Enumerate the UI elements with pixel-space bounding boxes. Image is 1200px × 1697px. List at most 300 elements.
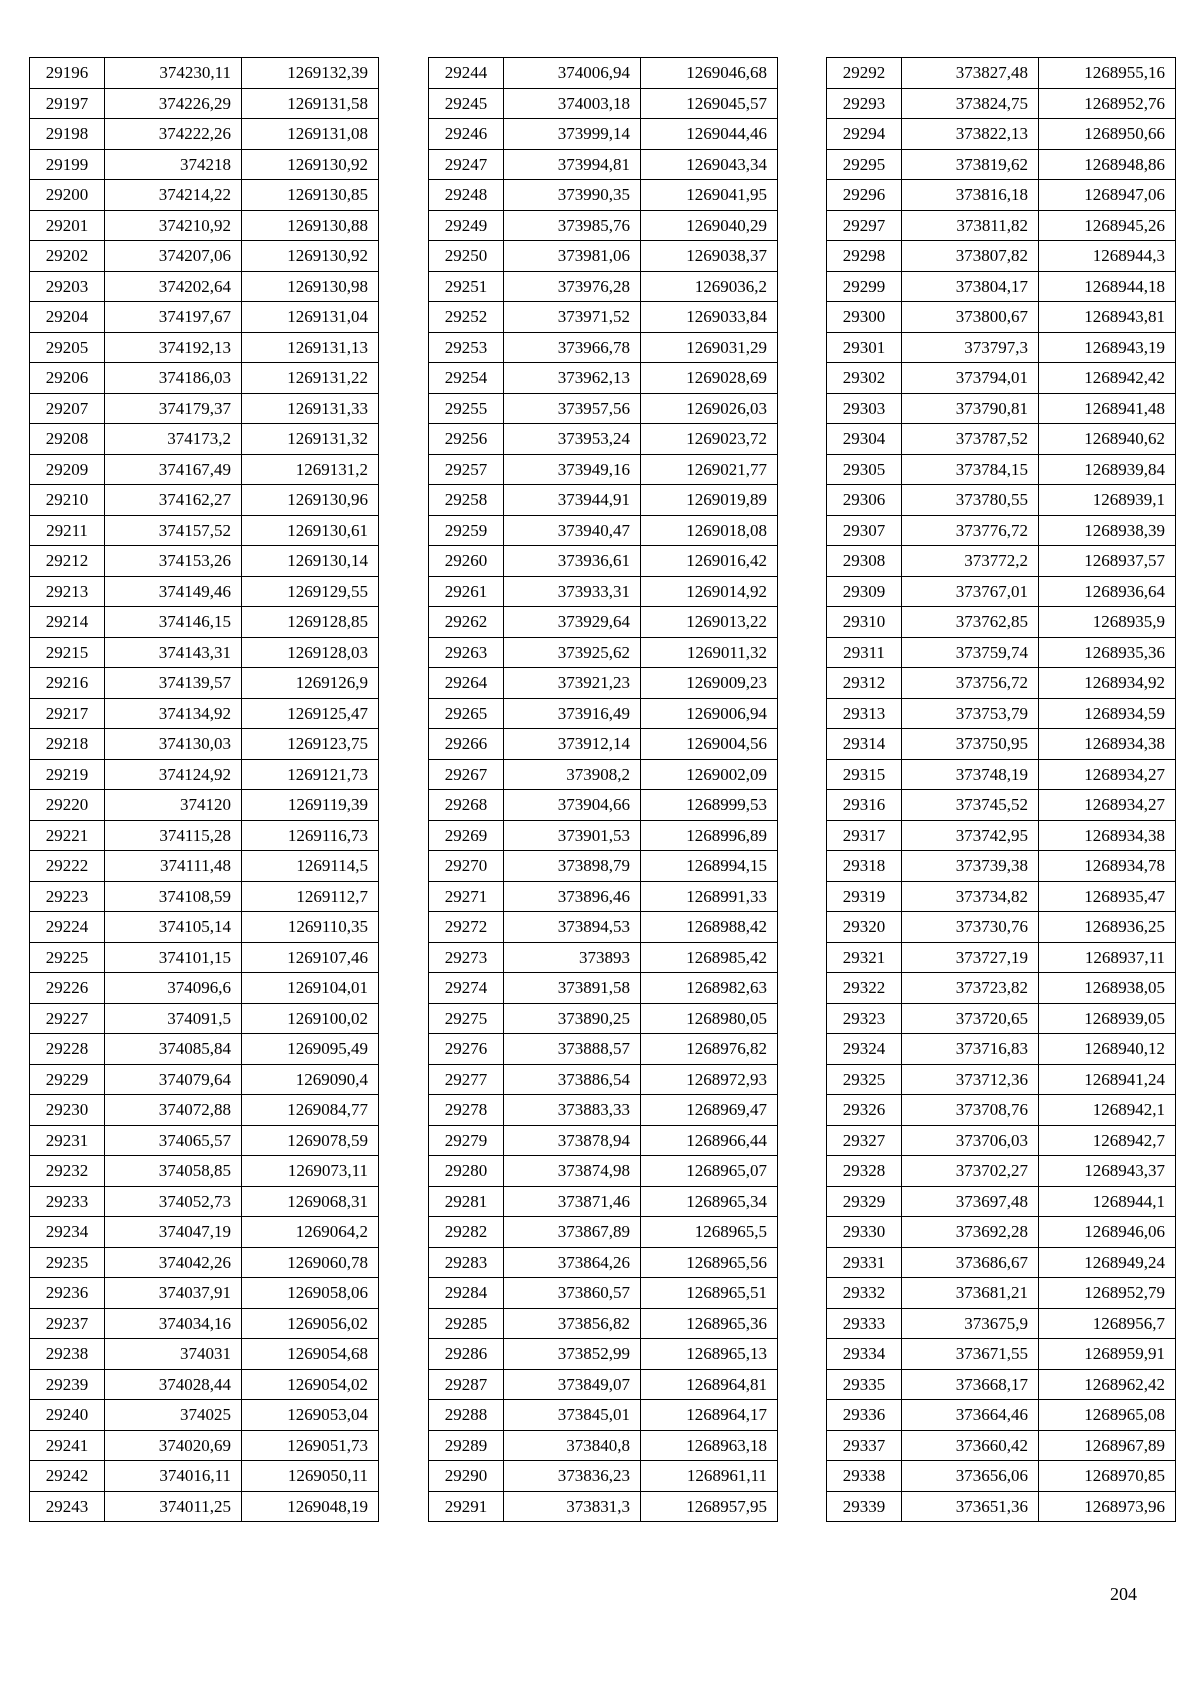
y-coordinate-cell: 1269056,02 xyxy=(242,1308,379,1339)
point-number-cell: 29241 xyxy=(30,1430,105,1461)
x-coordinate-cell: 373651,36 xyxy=(902,1491,1039,1522)
point-number-cell: 29205 xyxy=(30,332,105,363)
table-row xyxy=(827,820,1176,851)
y-coordinate-cell: 1269014,92 xyxy=(641,576,778,607)
table-row xyxy=(429,1491,778,1522)
point-number-cell: 29234 xyxy=(30,1217,105,1248)
table-row xyxy=(30,1430,379,1461)
y-coordinate-cell: 1268966,44 xyxy=(641,1125,778,1156)
point-number-cell: 29246 xyxy=(429,119,504,150)
table-row xyxy=(827,119,1176,150)
point-number-cell: 29277 xyxy=(429,1064,504,1095)
y-coordinate-cell: 1269019,89 xyxy=(641,485,778,516)
y-coordinate-cell: 1269131,13 xyxy=(242,332,379,363)
y-coordinate-cell: 1269132,39 xyxy=(242,58,379,89)
x-coordinate-cell: 374105,14 xyxy=(105,912,242,943)
table-row xyxy=(30,1003,379,1034)
x-coordinate-cell: 373871,46 xyxy=(504,1186,641,1217)
table-row xyxy=(30,332,379,363)
table-row xyxy=(429,1278,778,1309)
y-coordinate-cell: 1269100,02 xyxy=(242,1003,379,1034)
y-coordinate-cell: 1268943,81 xyxy=(1039,302,1176,333)
table-row xyxy=(30,241,379,272)
y-coordinate-cell: 1268934,92 xyxy=(1039,668,1176,699)
y-coordinate-cell: 1269130,88 xyxy=(242,210,379,241)
table-row xyxy=(827,1186,1176,1217)
y-coordinate-cell: 1268934,59 xyxy=(1039,698,1176,729)
x-coordinate-cell: 374146,15 xyxy=(105,607,242,638)
point-number-cell: 29212 xyxy=(30,546,105,577)
x-coordinate-cell: 374025 xyxy=(105,1400,242,1431)
x-coordinate-cell: 374108,59 xyxy=(105,881,242,912)
point-number-cell: 29247 xyxy=(429,149,504,180)
x-coordinate-cell: 373787,52 xyxy=(902,424,1039,455)
point-number-cell: 29231 xyxy=(30,1125,105,1156)
x-coordinate-cell: 373864,26 xyxy=(504,1247,641,1278)
point-number-cell: 29262 xyxy=(429,607,504,638)
x-coordinate-cell: 373840,8 xyxy=(504,1430,641,1461)
table-row xyxy=(827,1461,1176,1492)
x-coordinate-cell: 374139,57 xyxy=(105,668,242,699)
point-number-cell: 29275 xyxy=(429,1003,504,1034)
point-number-cell: 29313 xyxy=(827,698,902,729)
point-number-cell: 29337 xyxy=(827,1430,902,1461)
table-row xyxy=(30,88,379,119)
y-coordinate-cell: 1269038,37 xyxy=(641,241,778,272)
x-coordinate-cell: 374028,44 xyxy=(105,1369,242,1400)
y-coordinate-cell: 1269051,73 xyxy=(242,1430,379,1461)
y-coordinate-cell: 1269011,32 xyxy=(641,637,778,668)
table-row xyxy=(429,1339,778,1370)
x-coordinate-cell: 373675,9 xyxy=(902,1308,1039,1339)
x-coordinate-cell: 373681,21 xyxy=(902,1278,1039,1309)
table-row xyxy=(429,1217,778,1248)
x-coordinate-cell: 374218 xyxy=(105,149,242,180)
y-coordinate-cell: 1269131,2 xyxy=(242,454,379,485)
point-number-cell: 29265 xyxy=(429,698,504,729)
table-row xyxy=(429,149,778,180)
point-number-cell: 29298 xyxy=(827,241,902,272)
point-number-cell: 29207 xyxy=(30,393,105,424)
y-coordinate-cell: 1268934,38 xyxy=(1039,820,1176,851)
point-number-cell: 29325 xyxy=(827,1064,902,1095)
y-coordinate-cell: 1268935,47 xyxy=(1039,881,1176,912)
x-coordinate-cell: 373999,14 xyxy=(504,119,641,150)
point-number-cell: 29228 xyxy=(30,1034,105,1065)
table-row xyxy=(429,759,778,790)
table-row xyxy=(827,271,1176,302)
x-coordinate-cell: 373776,72 xyxy=(902,515,1039,546)
point-number-cell: 29309 xyxy=(827,576,902,607)
x-coordinate-cell: 373904,66 xyxy=(504,790,641,821)
point-number-cell: 29308 xyxy=(827,546,902,577)
point-number-cell: 29301 xyxy=(827,332,902,363)
table-row xyxy=(429,1400,778,1431)
x-coordinate-cell: 373944,91 xyxy=(504,485,641,516)
x-coordinate-cell: 373949,16 xyxy=(504,454,641,485)
x-coordinate-cell: 374162,27 xyxy=(105,485,242,516)
table-row xyxy=(429,58,778,89)
point-number-cell: 29311 xyxy=(827,637,902,668)
x-coordinate-cell: 373824,75 xyxy=(902,88,1039,119)
point-number-cell: 29226 xyxy=(30,973,105,1004)
table-row xyxy=(429,1064,778,1095)
y-coordinate-cell: 1269053,04 xyxy=(242,1400,379,1431)
point-number-cell: 29326 xyxy=(827,1095,902,1126)
point-number-cell: 29274 xyxy=(429,973,504,1004)
table-row xyxy=(30,820,379,851)
y-coordinate-cell: 1269130,96 xyxy=(242,485,379,516)
table-row xyxy=(30,912,379,943)
point-number-cell: 29264 xyxy=(429,668,504,699)
x-coordinate-cell: 374072,88 xyxy=(105,1095,242,1126)
x-coordinate-cell: 373856,82 xyxy=(504,1308,641,1339)
table-row xyxy=(429,485,778,516)
table-row xyxy=(827,1369,1176,1400)
table-row xyxy=(429,973,778,1004)
x-coordinate-cell: 373750,95 xyxy=(902,729,1039,760)
y-coordinate-cell: 1268946,06 xyxy=(1039,1217,1176,1248)
x-coordinate-cell: 373874,98 xyxy=(504,1156,641,1187)
x-coordinate-cell: 373886,54 xyxy=(504,1064,641,1095)
x-coordinate-cell: 373739,38 xyxy=(902,851,1039,882)
y-coordinate-cell: 1268961,11 xyxy=(641,1461,778,1492)
y-coordinate-cell: 1268935,36 xyxy=(1039,637,1176,668)
point-number-cell: 29327 xyxy=(827,1125,902,1156)
table-row xyxy=(827,515,1176,546)
point-number-cell: 29243 xyxy=(30,1491,105,1522)
point-number-cell: 29213 xyxy=(30,576,105,607)
point-number-cell: 29279 xyxy=(429,1125,504,1156)
table-row xyxy=(30,302,379,333)
y-coordinate-cell: 1269130,98 xyxy=(242,271,379,302)
x-coordinate-cell: 374096,6 xyxy=(105,973,242,1004)
x-coordinate-cell: 373971,52 xyxy=(504,302,641,333)
x-coordinate-cell: 374120 xyxy=(105,790,242,821)
point-number-cell: 29253 xyxy=(429,332,504,363)
x-coordinate-cell: 373692,28 xyxy=(902,1217,1039,1248)
point-number-cell: 29294 xyxy=(827,119,902,150)
y-coordinate-cell: 1268985,42 xyxy=(641,942,778,973)
x-coordinate-cell: 373668,17 xyxy=(902,1369,1039,1400)
table-row xyxy=(30,973,379,1004)
point-number-cell: 29233 xyxy=(30,1186,105,1217)
point-number-cell: 29266 xyxy=(429,729,504,760)
point-number-cell: 29296 xyxy=(827,180,902,211)
y-coordinate-cell: 1268934,27 xyxy=(1039,790,1176,821)
table-row xyxy=(827,210,1176,241)
y-coordinate-cell: 1269123,75 xyxy=(242,729,379,760)
x-coordinate-cell: 374058,85 xyxy=(105,1156,242,1187)
point-number-cell: 29289 xyxy=(429,1430,504,1461)
point-number-cell: 29248 xyxy=(429,180,504,211)
x-coordinate-cell: 373807,82 xyxy=(902,241,1039,272)
table-row xyxy=(30,1278,379,1309)
point-number-cell: 29267 xyxy=(429,759,504,790)
x-coordinate-cell: 374186,03 xyxy=(105,363,242,394)
x-coordinate-cell: 374143,31 xyxy=(105,637,242,668)
x-coordinate-cell: 373772,2 xyxy=(902,546,1039,577)
point-number-cell: 29284 xyxy=(429,1278,504,1309)
x-coordinate-cell: 374031 xyxy=(105,1339,242,1370)
table-row xyxy=(429,363,778,394)
table-row xyxy=(827,485,1176,516)
y-coordinate-cell: 1268942,7 xyxy=(1039,1125,1176,1156)
x-coordinate-cell: 373756,72 xyxy=(902,668,1039,699)
point-number-cell: 29238 xyxy=(30,1339,105,1370)
table-row xyxy=(30,149,379,180)
point-number-cell: 29300 xyxy=(827,302,902,333)
y-coordinate-cell: 1268948,86 xyxy=(1039,149,1176,180)
table-row xyxy=(30,119,379,150)
point-number-cell: 29252 xyxy=(429,302,504,333)
coordinate-table-3 xyxy=(826,57,1176,1522)
table-row xyxy=(30,180,379,211)
point-number-cell: 29230 xyxy=(30,1095,105,1126)
y-coordinate-cell: 1268940,62 xyxy=(1039,424,1176,455)
x-coordinate-cell: 373748,19 xyxy=(902,759,1039,790)
y-coordinate-cell: 1269121,73 xyxy=(242,759,379,790)
point-number-cell: 29268 xyxy=(429,790,504,821)
table-row xyxy=(429,454,778,485)
y-coordinate-cell: 1268950,66 xyxy=(1039,119,1176,150)
x-coordinate-cell: 373745,52 xyxy=(902,790,1039,821)
y-coordinate-cell: 1268949,24 xyxy=(1039,1247,1176,1278)
y-coordinate-cell: 1268934,27 xyxy=(1039,759,1176,790)
y-coordinate-cell: 1268939,84 xyxy=(1039,454,1176,485)
point-number-cell: 29332 xyxy=(827,1278,902,1309)
table-row xyxy=(827,1095,1176,1126)
table-row xyxy=(827,1400,1176,1431)
y-coordinate-cell: 1269119,39 xyxy=(242,790,379,821)
point-number-cell: 29202 xyxy=(30,241,105,272)
point-number-cell: 29261 xyxy=(429,576,504,607)
y-coordinate-cell: 1268991,33 xyxy=(641,881,778,912)
x-coordinate-cell: 374207,06 xyxy=(105,241,242,272)
x-coordinate-cell: 374130,03 xyxy=(105,729,242,760)
point-number-cell: 29333 xyxy=(827,1308,902,1339)
y-coordinate-cell: 1269040,29 xyxy=(641,210,778,241)
x-coordinate-cell: 373660,42 xyxy=(902,1430,1039,1461)
table-row xyxy=(827,668,1176,699)
x-coordinate-cell: 373822,13 xyxy=(902,119,1039,150)
table-row xyxy=(30,271,379,302)
table-row xyxy=(827,790,1176,821)
x-coordinate-cell: 373753,79 xyxy=(902,698,1039,729)
table-row xyxy=(429,546,778,577)
point-number-cell: 29240 xyxy=(30,1400,105,1431)
y-coordinate-cell: 1269060,78 xyxy=(242,1247,379,1278)
y-coordinate-cell: 1269046,68 xyxy=(641,58,778,89)
point-number-cell: 29201 xyxy=(30,210,105,241)
point-number-cell: 29251 xyxy=(429,271,504,302)
x-coordinate-cell: 373742,95 xyxy=(902,820,1039,851)
y-coordinate-cell: 1268965,13 xyxy=(641,1339,778,1370)
x-coordinate-cell: 373656,06 xyxy=(902,1461,1039,1492)
y-coordinate-cell: 1268942,1 xyxy=(1039,1095,1176,1126)
point-number-cell: 29218 xyxy=(30,729,105,760)
point-number-cell: 29310 xyxy=(827,607,902,638)
y-coordinate-cell: 1268944,3 xyxy=(1039,241,1176,272)
y-coordinate-cell: 1268965,08 xyxy=(1039,1400,1176,1431)
point-number-cell: 29317 xyxy=(827,820,902,851)
point-number-cell: 29200 xyxy=(30,180,105,211)
x-coordinate-cell: 373883,33 xyxy=(504,1095,641,1126)
y-coordinate-cell: 1269004,56 xyxy=(641,729,778,760)
table-row xyxy=(827,1430,1176,1461)
y-coordinate-cell: 1268943,37 xyxy=(1039,1156,1176,1187)
y-coordinate-cell: 1269078,59 xyxy=(242,1125,379,1156)
point-number-cell: 29321 xyxy=(827,942,902,973)
point-number-cell: 29257 xyxy=(429,454,504,485)
x-coordinate-cell: 373921,23 xyxy=(504,668,641,699)
point-number-cell: 29250 xyxy=(429,241,504,272)
x-coordinate-cell: 373804,17 xyxy=(902,271,1039,302)
y-coordinate-cell: 1268939,05 xyxy=(1039,1003,1176,1034)
table-row xyxy=(429,820,778,851)
x-coordinate-cell: 373811,82 xyxy=(902,210,1039,241)
table-row xyxy=(429,790,778,821)
y-coordinate-cell: 1268937,57 xyxy=(1039,546,1176,577)
y-coordinate-cell: 1268940,12 xyxy=(1039,1034,1176,1065)
table-row xyxy=(827,1308,1176,1339)
table-row xyxy=(827,1217,1176,1248)
point-number-cell: 29270 xyxy=(429,851,504,882)
table-row xyxy=(30,607,379,638)
x-coordinate-cell: 374153,26 xyxy=(105,546,242,577)
point-number-cell: 29219 xyxy=(30,759,105,790)
table-row xyxy=(30,576,379,607)
y-coordinate-cell: 1268962,42 xyxy=(1039,1369,1176,1400)
x-coordinate-cell: 373727,19 xyxy=(902,942,1039,973)
y-coordinate-cell: 1268938,05 xyxy=(1039,973,1176,1004)
x-coordinate-cell: 373706,03 xyxy=(902,1125,1039,1156)
point-number-cell: 29221 xyxy=(30,820,105,851)
y-coordinate-cell: 1268967,89 xyxy=(1039,1430,1176,1461)
y-coordinate-cell: 1268964,17 xyxy=(641,1400,778,1431)
y-coordinate-cell: 1269090,4 xyxy=(242,1064,379,1095)
y-coordinate-cell: 1269095,49 xyxy=(242,1034,379,1065)
y-coordinate-cell: 1268965,56 xyxy=(641,1247,778,1278)
x-coordinate-cell: 373957,56 xyxy=(504,393,641,424)
table-row xyxy=(429,1034,778,1065)
x-coordinate-cell: 373916,49 xyxy=(504,698,641,729)
y-coordinate-cell: 1268955,16 xyxy=(1039,58,1176,89)
point-number-cell: 29285 xyxy=(429,1308,504,1339)
y-coordinate-cell: 1269114,5 xyxy=(242,851,379,882)
x-coordinate-cell: 373966,78 xyxy=(504,332,641,363)
x-coordinate-cell: 373712,36 xyxy=(902,1064,1039,1095)
x-coordinate-cell: 373730,76 xyxy=(902,912,1039,943)
table-row xyxy=(429,942,778,973)
y-coordinate-cell: 1268939,1 xyxy=(1039,485,1176,516)
y-coordinate-cell: 1268970,85 xyxy=(1039,1461,1176,1492)
x-coordinate-cell: 374115,28 xyxy=(105,820,242,851)
point-number-cell: 29324 xyxy=(827,1034,902,1065)
x-coordinate-cell: 373723,82 xyxy=(902,973,1039,1004)
table-row xyxy=(30,942,379,973)
point-number-cell: 29322 xyxy=(827,973,902,1004)
table-row xyxy=(429,271,778,302)
table-row xyxy=(30,1247,379,1278)
y-coordinate-cell: 1268965,51 xyxy=(641,1278,778,1309)
y-coordinate-cell: 1268936,64 xyxy=(1039,576,1176,607)
y-coordinate-cell: 1269043,34 xyxy=(641,149,778,180)
y-coordinate-cell: 1269131,22 xyxy=(242,363,379,394)
y-coordinate-cell: 1268934,78 xyxy=(1039,851,1176,882)
x-coordinate-cell: 374124,92 xyxy=(105,759,242,790)
y-coordinate-cell: 1268959,91 xyxy=(1039,1339,1176,1370)
y-coordinate-cell: 1268972,93 xyxy=(641,1064,778,1095)
y-coordinate-cell: 1269041,95 xyxy=(641,180,778,211)
y-coordinate-cell: 1268945,26 xyxy=(1039,210,1176,241)
y-coordinate-cell: 1268935,9 xyxy=(1039,607,1176,638)
x-coordinate-cell: 374197,67 xyxy=(105,302,242,333)
point-number-cell: 29222 xyxy=(30,851,105,882)
x-coordinate-cell: 373800,67 xyxy=(902,302,1039,333)
y-coordinate-cell: 1269054,68 xyxy=(242,1339,379,1370)
table-row xyxy=(429,88,778,119)
y-coordinate-cell: 1269130,14 xyxy=(242,546,379,577)
y-coordinate-cell: 1269129,55 xyxy=(242,576,379,607)
table-row xyxy=(827,973,1176,1004)
x-coordinate-cell: 373908,2 xyxy=(504,759,641,790)
x-coordinate-cell: 373720,65 xyxy=(902,1003,1039,1034)
table-row xyxy=(429,1156,778,1187)
table-row xyxy=(827,149,1176,180)
table-row xyxy=(429,1186,778,1217)
point-number-cell: 29293 xyxy=(827,88,902,119)
table-row xyxy=(429,668,778,699)
table-row xyxy=(827,851,1176,882)
point-number-cell: 29255 xyxy=(429,393,504,424)
x-coordinate-cell: 373953,24 xyxy=(504,424,641,455)
table-row xyxy=(429,729,778,760)
point-number-cell: 29282 xyxy=(429,1217,504,1248)
table-row xyxy=(827,88,1176,119)
x-coordinate-cell: 373827,48 xyxy=(902,58,1039,89)
table-row xyxy=(429,424,778,455)
x-coordinate-cell: 373767,01 xyxy=(902,576,1039,607)
point-number-cell: 29286 xyxy=(429,1339,504,1370)
point-number-cell: 29290 xyxy=(429,1461,504,1492)
point-number-cell: 29292 xyxy=(827,58,902,89)
table-row xyxy=(30,1217,379,1248)
table-row xyxy=(827,1034,1176,1065)
x-coordinate-cell: 373759,74 xyxy=(902,637,1039,668)
x-coordinate-cell: 373816,18 xyxy=(902,180,1039,211)
x-coordinate-cell: 374179,37 xyxy=(105,393,242,424)
y-coordinate-cell: 1268965,34 xyxy=(641,1186,778,1217)
x-coordinate-cell: 374111,48 xyxy=(105,851,242,882)
table-row xyxy=(30,1186,379,1217)
x-coordinate-cell: 373849,07 xyxy=(504,1369,641,1400)
x-coordinate-cell: 374214,22 xyxy=(105,180,242,211)
x-coordinate-cell: 373878,94 xyxy=(504,1125,641,1156)
y-coordinate-cell: 1269006,94 xyxy=(641,698,778,729)
y-coordinate-cell: 1268944,1 xyxy=(1039,1186,1176,1217)
y-coordinate-cell: 1269104,01 xyxy=(242,973,379,1004)
table-row xyxy=(30,1125,379,1156)
point-number-cell: 29211 xyxy=(30,515,105,546)
x-coordinate-cell: 374006,94 xyxy=(504,58,641,89)
point-number-cell: 29280 xyxy=(429,1156,504,1187)
point-number-cell: 29242 xyxy=(30,1461,105,1492)
table-row xyxy=(827,1156,1176,1187)
x-coordinate-cell: 373762,85 xyxy=(902,607,1039,638)
point-number-cell: 29338 xyxy=(827,1461,902,1492)
table-row xyxy=(827,241,1176,272)
